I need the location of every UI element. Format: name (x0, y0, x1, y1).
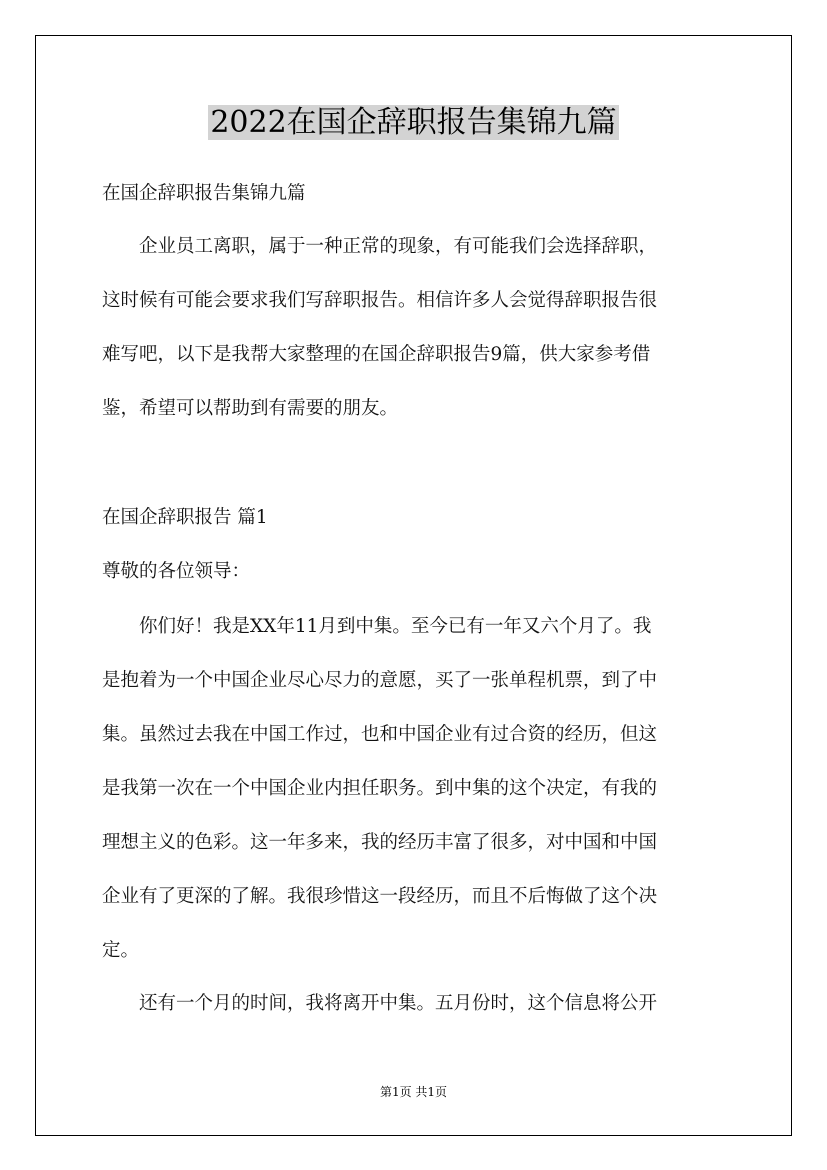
body-line: 你们好！我是XX年11月到中集。至今已有一年又六个月了。我 (102, 616, 652, 637)
page-footer: 第1页 共1页 (379, 1085, 448, 1099)
body-line: 集。虽然过去我在中国工作过，也和中国企业有过合资的经历，但这 (102, 724, 658, 745)
body-line: 企业有了更深的了解。我很珍惜这一段经历，而且不后悔做了这个决 (102, 886, 658, 907)
body-line: 定。 (102, 940, 140, 961)
document-subtitle: 在国企辞职报告集锦九篇 (102, 183, 306, 204)
body-line: 理想主义的色彩。这一年多来，我的经历丰富了很多，对中国和中国 (102, 832, 658, 853)
intro-line: 难写吧，以下是我帮大家整理的在国企辞职报告9篇，供大家参考借 (102, 344, 651, 365)
intro-line: 这时候有可能会要求我们写辞职报告。相信许多人会觉得辞职报告很 (102, 290, 658, 311)
body-line: 还有一个月的时间，我将离开中集。五月份时，这个信息将公开 (102, 993, 658, 1014)
section-heading: 在国企辞职报告 篇1 (102, 507, 268, 528)
intro-line: 鉴，希望可以帮助到有需要的朋友。 (102, 398, 399, 419)
body-line: 是我第一次在一个中国企业内担任职务。到中集的这个决定，有我的 (102, 778, 658, 799)
salutation: 尊敬的各位领导： (102, 561, 251, 582)
next-paragraph (102, 977, 726, 1031)
intro-paragraph (102, 220, 726, 436)
body-line: 是抱着为一个中国企业尽心尽力的意愿，买了一张单程机票，到了中 (102, 670, 658, 691)
document-title-text: 2022在国企辞职报告集锦九篇 (210, 105, 617, 140)
body-paragraph (102, 600, 726, 978)
intro-line: 企业员工离职，属于一种正常的现象，有可能我们会选择辞职， (102, 236, 658, 257)
document-title (0, 103, 827, 143)
